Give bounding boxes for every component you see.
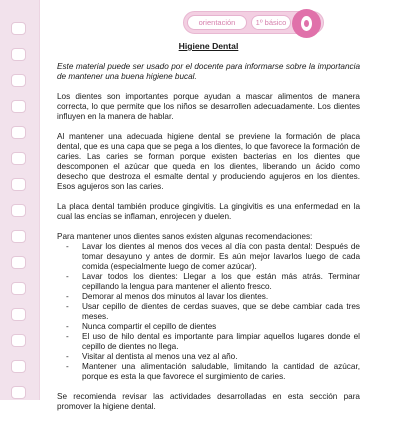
binder-hole [11,126,26,139]
paragraph: Al mantener una adecuada higiene dental se previene la formación de placa dental, que es una capa que se pega a los dientes, lo que favorece la formación de caries. Las caries se forman porque existen bacterias en los dientes que descomponen el azúcar que queda en los dientes, liberando un ácido como desecho que destroza el esmalte dental y produciendo agujeros en los dientes. Esos agujeros son las caries. [57,132,360,191]
binder-hole [11,178,26,191]
list-item: - Nunca compartir el cepillo de dientes [57,322,360,332]
binder-hole [11,152,26,165]
grade-label: 1º básico [251,15,291,30]
page-title: Higiene Dental [178,41,239,51]
list-item: - Demorar al menos dos minutos al lavar los dientes. [57,292,360,302]
binder-hole [11,360,26,373]
list-item: - Lavar todos los dientes: Llegar a los que están más atrás. Terminar cepillando la lengua para mantener el aliento fresco. [57,272,360,292]
list-item: - El uso de hilo dental es importante para limpiar aquellos lugares donde el cepillo de dientes no llega. [57,332,360,352]
binder-hole [11,256,26,269]
binder-strip [0,0,40,400]
closing-paragraph: Se recomienda revisar las actividades desarrolladas en esta sección para promover la higiene dental. [57,392,360,411]
recommendations-list [57,242,360,382]
binder-hole [11,386,26,399]
donut-circle-icon [292,9,321,38]
binder-hole [11,204,26,217]
paragraph: Los dientes son importantes porque ayudan a mascar alimentos de manera correcta, lo que permite que los niños se desarrollen adecuadamente. Los dientes influyen en la manera de hablar. [57,92,360,121]
binder-hole [11,308,26,321]
binder-hole [11,100,26,113]
binder-hole [11,22,26,35]
list-item: - Visitar al dentista al menos una vez al año. [57,352,360,362]
list-item: - Usar cepillo de dientes de cerdas suaves, que se debe cambiar cada tres meses. [57,302,360,322]
list-item: - Lavar los dientes al menos dos veces al día con pasta dental: Después de tomar desayuno y antes de dormir. Es aún mejor lavarlos luego de cada comida (especialmente luego de comer azúcar). [57,242,360,272]
binder-hole [11,282,26,295]
recommendations-intro: Para mantener unos dientes sanos existen algunas recomendaciones: [57,232,313,241]
intro-paragraph: Este material puede ser usado por el docente para informarse sobre la importancia de mantener una buena higiene bucal. [57,62,360,81]
paragraph: La placa dental también produce gingivitis. La gingivitis es una enfermedad en la cual las encías se inflaman, enrojecen y duelen. [57,202,360,221]
binder-hole [11,230,26,243]
binder-hole [11,74,26,87]
binder-hole [11,48,26,61]
binder-hole [11,334,26,347]
list-item: - Mantener una alimentación saludable, limitando la cantidad de azúcar, porque es esta la que favorece el surgimiento de caries. [57,362,360,382]
document-body [57,41,360,422]
subject-label: orientación [187,15,247,30]
